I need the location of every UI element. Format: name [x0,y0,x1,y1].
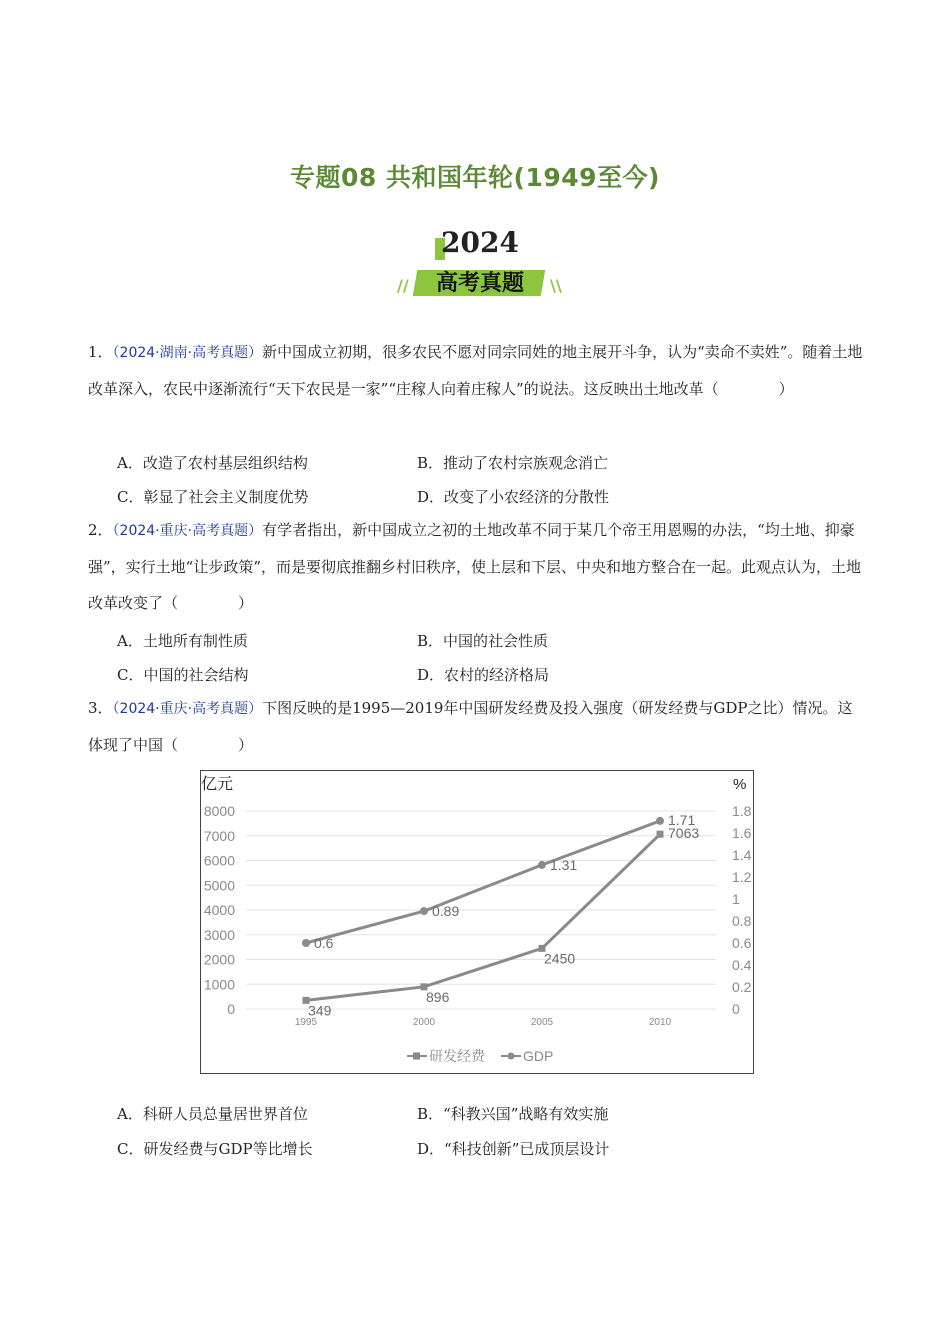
y-tick-right: 0 [732,1001,740,1017]
y-tick-left: 2000 [203,951,235,968]
y-tick-left: 4000 [203,902,235,918]
series-line-1 [306,834,660,1000]
chart-frame [200,770,754,1074]
question-source: （2024·重庆·高考真题） [112,523,263,539]
legend-swatch-marker [508,1053,515,1060]
question-source: （2024·重庆·高考真题） [112,701,263,717]
question-text: 有学者指出，新中国成立之初的土地改革不同于某几个帝王用恩赐的办法，“均土地、抑豪强”，实行土地“让步政策”，而是要彻底推翻乡村旧秩序，使上层和下层、中央和地方整合在一起。此观点认为，土地改革改变了（ ） [88,521,862,612]
question-number: 1． [88,343,113,361]
option-a: A．改造了农村基层组织结构 [117,454,308,472]
question-source: （2024·湖南·高考真题） [112,345,263,361]
badge-year: 2024 [441,226,519,259]
data-point [656,817,664,825]
y-axis-right-label: % [733,776,747,793]
y-tick-left: 3000 [203,926,235,943]
x-tick-label: 1995 [294,1017,318,1028]
legend-swatch-marker [413,1053,420,1060]
y-tick-left: 1000 [203,976,235,993]
question-3 [88,690,863,763]
data-label: 1.71 [668,811,696,828]
option-b: B．中国的社会性质 [417,632,549,650]
y-tick-right: 1.6 [732,825,752,841]
option-d: D．农村的经济格局 [417,666,550,684]
data-label: 7063 [668,825,700,842]
option-c: C．研发经费与GDP等比增长 [117,1140,313,1158]
badge-label: 高考真题 [435,271,524,296]
data-point [538,861,546,869]
slash-icon-right: \\ [550,276,562,295]
data-label: 1.31 [550,856,578,873]
y-tick-left: 8000 [203,803,235,819]
option-d: D．“科技创新”已成顶层设计 [417,1140,610,1158]
option-d: D．改变了小农经济的分散性 [417,488,610,506]
section-badge [395,226,565,306]
data-point [302,939,310,947]
y-tick-right: 1 [732,891,740,907]
data-label: 349 [308,1002,332,1019]
slash-icon-left: // [397,276,409,295]
data-label: 0.6 [314,935,334,951]
data-label: 0.89 [432,903,460,920]
y-tick-right: 1.8 [732,803,752,819]
y-tick-right: 0.8 [732,913,752,929]
question-2 [88,512,863,621]
chart [201,771,753,1073]
y-axis-left-label: 亿元 [201,776,234,793]
option-a: A．土地所有制性质 [117,632,248,650]
x-tick-label: 2000 [412,1017,436,1028]
question-1 [88,334,863,407]
data-point [657,831,664,838]
data-label: 2450 [544,950,576,967]
legend-label: GDP [523,1048,554,1064]
option-c: C．中国的社会结构 [117,666,249,684]
x-tick-label: 2010 [648,1017,672,1028]
y-tick-left: 6000 [203,852,235,869]
option-b: B．推动了农村宗族观念消亡 [417,454,609,472]
data-label: 896 [426,988,450,1005]
page-title: 专题08 共和国年轮(1949至今) [290,163,660,192]
option-b: B．“科教兴国”战略有效实施 [417,1105,609,1123]
y-tick-right: 0.4 [732,957,752,973]
option-a: A．科研人员总量居世界首位 [117,1105,308,1123]
x-tick-label: 2005 [530,1017,554,1028]
y-tick-left: 0 [227,1001,235,1017]
y-tick-right: 0.6 [732,935,752,951]
question-number: 2． [88,521,113,539]
legend-label: 研发经费 [429,1048,485,1064]
question-text: 下图反映的是1995—2019年中国研发经费及投入强度（研发经费与GDP之比）情况。这体现了中国（ ） [88,699,853,754]
question-number: 3． [88,699,113,717]
series-line-2 [306,821,660,943]
data-point [420,907,428,915]
y-tick-left: 5000 [203,877,235,894]
y-tick-right: 1.2 [732,869,752,885]
y-tick-right: 0.2 [732,979,752,995]
option-c: C．彰显了社会主义制度优势 [117,488,309,506]
y-tick-right: 1.4 [732,847,752,863]
question-text: 新中国成立初期，很多农民不愿对同宗同姓的地主展开斗争，认为“卖命不卖姓”。随着土地改革深入，农民中逐渐流行“天下农民是一家”“庄稼人向着庄稼人”的说法。这反映出土地改革（ ） [88,343,863,398]
y-tick-left: 7000 [203,827,235,844]
